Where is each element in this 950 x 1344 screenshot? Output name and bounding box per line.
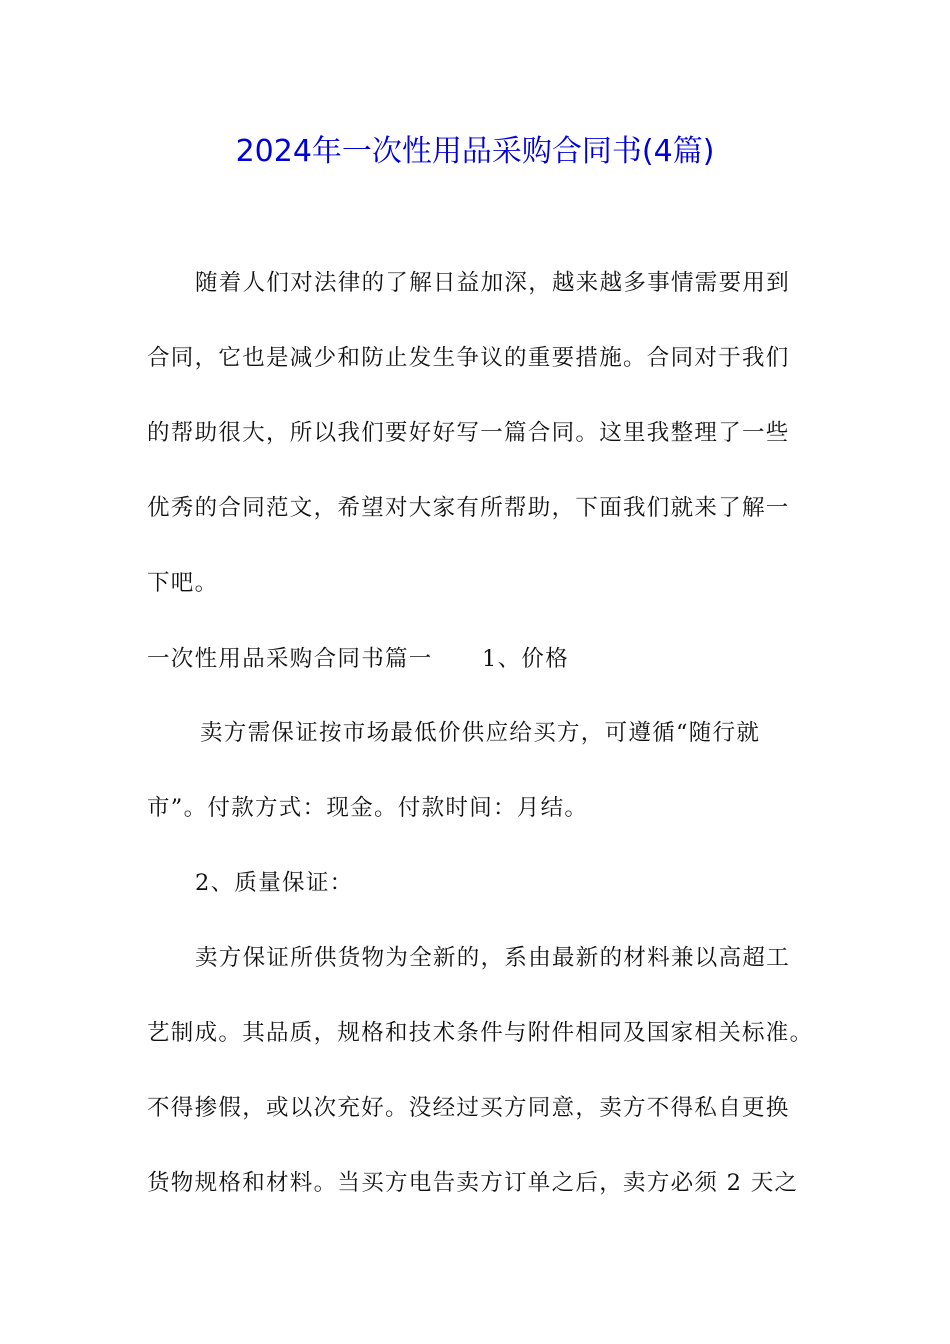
body-line-quality-2: 艺制成。其品质，规格和技术条件与附件相同及国家相关标准。 xyxy=(147,1020,814,1046)
clause-heading-quality: 2、质量保证： xyxy=(195,870,354,896)
body-line-5: 下吧。 xyxy=(147,570,219,596)
body-line-1: 随着人们对法律的了解日益加深，越来越多事情需要用到 xyxy=(195,270,791,296)
body-line-price-1: 卖方需保证按市场最低价供应给买方，可遵循“随行就 xyxy=(200,720,761,746)
body-line-quality-4: 货物规格和材料。当买方电告卖方订单之后，卖方必须 2 天之 xyxy=(147,1170,799,1196)
body-line-quality-1: 卖方保证所供货物为全新的，系由最新的材料兼以高超工 xyxy=(195,945,791,971)
clause-heading-price: 1、价格 xyxy=(482,646,570,672)
body-line-price-2: 市”。付款方式：现金。付款时间：月结。 xyxy=(147,795,589,821)
body-line-quality-3: 不得掺假，或以次充好。没经过买方同意，卖方不得私自更换 xyxy=(147,1095,790,1121)
document-title: 2024年一次性用品采购合同书(4篇) xyxy=(235,134,715,169)
body-line-3: 的帮助很大，所以我们要好好写一篇合同。这里我整理了一些 xyxy=(147,420,790,446)
section-heading: 一次性用品采购合同书篇一 xyxy=(147,646,433,672)
body-line-4: 优秀的合同范文，希望对大家有所帮助，下面我们就来了解一 xyxy=(147,495,790,521)
body-line-2: 合同，它也是减少和防止发生争议的重要措施。合同对于我们 xyxy=(147,345,790,371)
